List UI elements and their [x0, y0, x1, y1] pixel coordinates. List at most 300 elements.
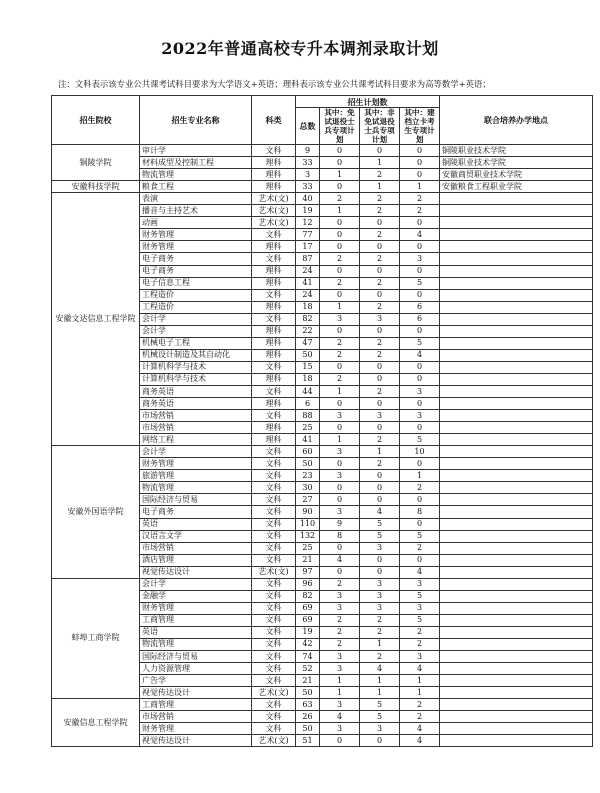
- school-cell: 安徽文达信息工程学院: [52, 193, 140, 446]
- c2-cell: 0: [360, 373, 400, 385]
- total-cell: 132: [296, 530, 320, 542]
- partner-cell: [440, 446, 593, 458]
- c1-cell: 3: [320, 506, 360, 518]
- c3-cell: 0: [400, 289, 440, 301]
- category-cell: 文科: [252, 385, 296, 397]
- table-row: [52, 181, 593, 193]
- total-cell: 24: [296, 289, 320, 301]
- partner-cell: [440, 265, 593, 277]
- total-cell: 50: [296, 723, 320, 735]
- c3-cell: 5: [400, 530, 440, 542]
- c3-cell: 2: [400, 482, 440, 494]
- c1-cell: 0: [320, 265, 360, 277]
- c1-cell: 3: [320, 313, 360, 325]
- c2-cell: 2: [360, 205, 400, 217]
- partner-cell: [440, 506, 593, 518]
- category-cell: 文科: [252, 626, 296, 638]
- c2-cell: 2: [360, 253, 400, 265]
- total-cell: 50: [296, 458, 320, 470]
- c3-cell: 3: [400, 410, 440, 422]
- category-cell: 文科: [252, 145, 296, 157]
- c2-cell: 2: [360, 614, 400, 626]
- header-plan-group: 招生计划数: [296, 96, 440, 108]
- major-cell: 工商管理: [140, 614, 252, 626]
- category-cell: 文科: [252, 711, 296, 723]
- c3-cell: 4: [400, 723, 440, 735]
- total-cell: 22: [296, 325, 320, 337]
- major-cell: 机械电子工程: [140, 337, 252, 349]
- c1-cell: 1: [320, 205, 360, 217]
- c2-cell: 4: [360, 663, 400, 675]
- major-cell: 酒店管理: [140, 554, 252, 566]
- partner-cell: [440, 590, 593, 602]
- category-cell: 艺术(文): [252, 217, 296, 229]
- partner-cell: [440, 578, 593, 590]
- c1-cell: 1: [320, 675, 360, 687]
- c2-cell: 0: [360, 289, 400, 301]
- c3-cell: 10: [400, 446, 440, 458]
- major-cell: 电子商务: [140, 265, 252, 277]
- c1-cell: 3: [320, 410, 360, 422]
- partner-cell: [440, 422, 593, 434]
- page-title: 2022年普通高校专升本调剂录取计划: [161, 39, 439, 58]
- c3-cell: 0: [400, 494, 440, 506]
- c1-cell: 1: [320, 169, 360, 181]
- major-cell: 工商管理: [140, 699, 252, 711]
- major-cell: 审计学: [140, 145, 252, 157]
- c1-cell: 2: [320, 277, 360, 289]
- c2-cell: 0: [360, 482, 400, 494]
- total-cell: 42: [296, 638, 320, 650]
- table-row: [52, 578, 593, 590]
- c2-cell: 5: [360, 711, 400, 723]
- total-cell: 47: [296, 337, 320, 349]
- total-cell: 25: [296, 422, 320, 434]
- category-cell: 理科: [252, 301, 296, 313]
- partner-cell: 铜陵职业技术学院: [440, 145, 593, 157]
- c2-cell: 2: [360, 349, 400, 361]
- total-cell: 33: [296, 157, 320, 169]
- category-cell: 艺术(文): [252, 205, 296, 217]
- partner-cell: [440, 651, 593, 663]
- c1-cell: 0: [320, 229, 360, 241]
- total-cell: 23: [296, 470, 320, 482]
- total-cell: 15: [296, 361, 320, 373]
- total-cell: 51: [296, 735, 320, 747]
- partner-cell: [440, 494, 593, 506]
- c3-cell: 0: [400, 458, 440, 470]
- category-cell: 文科: [252, 699, 296, 711]
- major-cell: 旅游管理: [140, 470, 252, 482]
- c1-cell: 0: [320, 361, 360, 373]
- total-cell: 3: [296, 169, 320, 181]
- c2-cell: 2: [360, 626, 400, 638]
- category-cell: 理科: [252, 422, 296, 434]
- major-cell: 人力资源管理: [140, 663, 252, 675]
- c3-cell: 2: [400, 638, 440, 650]
- c2-cell: 0: [360, 361, 400, 373]
- major-cell: 工程造价: [140, 301, 252, 313]
- c3-cell: 6: [400, 313, 440, 325]
- partner-cell: [440, 241, 593, 253]
- c1-cell: 0: [320, 458, 360, 470]
- c2-cell: 3: [360, 542, 400, 554]
- c1-cell: 2: [320, 614, 360, 626]
- partner-cell: [440, 398, 593, 410]
- c3-cell: 3: [400, 651, 440, 663]
- c2-cell: 3: [360, 723, 400, 735]
- partner-cell: [440, 289, 593, 301]
- c1-cell: 1: [320, 434, 360, 446]
- partner-cell: [440, 530, 593, 542]
- c3-cell: 2: [400, 205, 440, 217]
- category-cell: 理科: [252, 373, 296, 385]
- category-cell: 文科: [252, 494, 296, 506]
- c3-cell: 5: [400, 277, 440, 289]
- c3-cell: 8: [400, 506, 440, 518]
- major-cell: 金融学: [140, 590, 252, 602]
- header-category: 科类: [252, 96, 296, 145]
- partner-cell: [440, 663, 593, 675]
- c2-cell: 1: [360, 181, 400, 193]
- c1-cell: 4: [320, 554, 360, 566]
- total-cell: 97: [296, 566, 320, 578]
- total-cell: 19: [296, 205, 320, 217]
- total-cell: 52: [296, 663, 320, 675]
- major-cell: 计算机科学与技术: [140, 361, 252, 373]
- c2-cell: 2: [360, 169, 400, 181]
- c3-cell: 3: [400, 253, 440, 265]
- header-school: 招生院校: [52, 96, 140, 145]
- category-cell: 文科: [252, 723, 296, 735]
- c3-cell: 0: [400, 422, 440, 434]
- total-cell: 96: [296, 578, 320, 590]
- major-cell: 财务管理: [140, 723, 252, 735]
- total-cell: 25: [296, 542, 320, 554]
- c1-cell: 2: [320, 638, 360, 650]
- c2-cell: 0: [360, 145, 400, 157]
- c1-cell: 4: [320, 711, 360, 723]
- partner-cell: [440, 434, 593, 446]
- major-cell: 网络工程: [140, 434, 252, 446]
- partner-cell: [440, 373, 593, 385]
- major-cell: 会计学: [140, 313, 252, 325]
- c2-cell: 0: [360, 398, 400, 410]
- total-cell: 69: [296, 602, 320, 614]
- partner-cell: [440, 349, 593, 361]
- major-cell: 电子商务: [140, 253, 252, 265]
- c1-cell: 3: [320, 446, 360, 458]
- c2-cell: 1: [360, 157, 400, 169]
- partner-cell: [440, 614, 593, 626]
- total-cell: 41: [296, 277, 320, 289]
- c1-cell: 3: [320, 663, 360, 675]
- major-cell: 汉语言文学: [140, 530, 252, 542]
- category-cell: 文科: [252, 289, 296, 301]
- category-cell: 理科: [252, 169, 296, 181]
- partner-cell: [440, 723, 593, 735]
- partner-cell: [440, 542, 593, 554]
- category-cell: 文科: [252, 554, 296, 566]
- c1-cell: 9: [320, 518, 360, 530]
- major-cell: 市场营销: [140, 542, 252, 554]
- c3-cell: 0: [400, 518, 440, 530]
- category-cell: 文科: [252, 602, 296, 614]
- c2-cell: 0: [360, 566, 400, 578]
- major-cell: 英语: [140, 626, 252, 638]
- c1-cell: 0: [320, 145, 360, 157]
- school-cell: 安徽信息工程学院: [52, 699, 140, 747]
- school-cell: 蚌埠工商学院: [52, 578, 140, 698]
- table-row: [52, 446, 593, 458]
- category-cell: 艺术(文): [252, 566, 296, 578]
- c3-cell: 0: [400, 217, 440, 229]
- major-cell: 国际经济与贸易: [140, 651, 252, 663]
- total-cell: 21: [296, 554, 320, 566]
- c1-cell: 3: [320, 602, 360, 614]
- c1-cell: 1: [320, 385, 360, 397]
- major-cell: 材料成型及控制工程: [140, 157, 252, 169]
- total-cell: 12: [296, 217, 320, 229]
- total-cell: 82: [296, 590, 320, 602]
- major-cell: 会计学: [140, 446, 252, 458]
- partner-cell: [440, 229, 593, 241]
- c3-cell: 0: [400, 373, 440, 385]
- c3-cell: 1: [400, 675, 440, 687]
- total-cell: 21: [296, 675, 320, 687]
- category-cell: 文科: [252, 675, 296, 687]
- c1-cell: 2: [320, 626, 360, 638]
- partner-cell: [440, 385, 593, 397]
- major-cell: 物流管理: [140, 638, 252, 650]
- category-cell: 文科: [252, 651, 296, 663]
- major-cell: 国际经济与贸易: [140, 494, 252, 506]
- c2-cell: 5: [360, 518, 400, 530]
- total-cell: 44: [296, 385, 320, 397]
- total-cell: 87: [296, 253, 320, 265]
- c3-cell: 0: [400, 241, 440, 253]
- partner-cell: [440, 361, 593, 373]
- major-cell: 动画: [140, 217, 252, 229]
- category-cell: 文科: [252, 506, 296, 518]
- major-cell: 物流管理: [140, 169, 252, 181]
- c1-cell: 0: [320, 422, 360, 434]
- c2-cell: 1: [360, 446, 400, 458]
- c2-cell: 3: [360, 602, 400, 614]
- total-cell: 41: [296, 434, 320, 446]
- total-cell: 74: [296, 651, 320, 663]
- total-cell: 19: [296, 626, 320, 638]
- partner-cell: [440, 626, 593, 638]
- category-cell: 文科: [252, 446, 296, 458]
- c1-cell: 0: [320, 325, 360, 337]
- c1-cell: 3: [320, 470, 360, 482]
- c1-cell: 0: [320, 241, 360, 253]
- major-cell: 工程造价: [140, 289, 252, 301]
- category-cell: 文科: [252, 578, 296, 590]
- school-cell: 安徽外国语学院: [52, 446, 140, 579]
- c3-cell: 4: [400, 349, 440, 361]
- c2-cell: 1: [360, 687, 400, 699]
- major-cell: 表演: [140, 193, 252, 205]
- total-cell: 27: [296, 494, 320, 506]
- partner-cell: [440, 301, 593, 313]
- total-cell: 9: [296, 145, 320, 157]
- category-cell: 文科: [252, 482, 296, 494]
- total-cell: 82: [296, 313, 320, 325]
- c2-cell: 3: [360, 590, 400, 602]
- header-c3: 其中：建档立卡考生专项计划: [400, 108, 440, 145]
- c3-cell: 5: [400, 337, 440, 349]
- table-row: [52, 145, 593, 157]
- partner-cell: [440, 470, 593, 482]
- major-cell: 视觉传达设计: [140, 566, 252, 578]
- c3-cell: 4: [400, 735, 440, 747]
- category-cell: 文科: [252, 663, 296, 675]
- c2-cell: 0: [360, 325, 400, 337]
- c3-cell: 0: [400, 398, 440, 410]
- c3-cell: 2: [400, 193, 440, 205]
- c2-cell: 3: [360, 578, 400, 590]
- category-cell: 文科: [252, 229, 296, 241]
- c3-cell: 6: [400, 301, 440, 313]
- school-cell: 安徽科技学院: [52, 181, 140, 193]
- c2-cell: 1: [360, 675, 400, 687]
- category-cell: 文科: [252, 518, 296, 530]
- total-cell: 24: [296, 265, 320, 277]
- major-cell: 物流管理: [140, 482, 252, 494]
- c1-cell: 0: [320, 542, 360, 554]
- total-cell: 30: [296, 482, 320, 494]
- c1-cell: 0: [320, 735, 360, 747]
- category-cell: 艺术(文): [252, 193, 296, 205]
- c2-cell: 0: [360, 735, 400, 747]
- major-cell: 电子商务: [140, 506, 252, 518]
- c1-cell: 0: [320, 482, 360, 494]
- category-cell: 艺术(文): [252, 687, 296, 699]
- total-cell: 69: [296, 614, 320, 626]
- total-cell: 6: [296, 398, 320, 410]
- total-cell: 50: [296, 687, 320, 699]
- partner-cell: [440, 711, 593, 723]
- total-cell: 40: [296, 193, 320, 205]
- c3-cell: 3: [400, 385, 440, 397]
- c2-cell: 2: [360, 277, 400, 289]
- c2-cell: 5: [360, 530, 400, 542]
- total-cell: 18: [296, 373, 320, 385]
- c3-cell: 0: [400, 169, 440, 181]
- major-cell: 英语: [140, 518, 252, 530]
- c2-cell: 0: [360, 422, 400, 434]
- c1-cell: 0: [320, 494, 360, 506]
- total-cell: 63: [296, 699, 320, 711]
- c1-cell: 3: [320, 651, 360, 663]
- major-cell: 播音与主持艺术: [140, 205, 252, 217]
- c1-cell: 1: [320, 301, 360, 313]
- major-cell: 财务管理: [140, 229, 252, 241]
- c1-cell: 0: [320, 566, 360, 578]
- c3-cell: 5: [400, 434, 440, 446]
- major-cell: 机械设计制造及其自动化: [140, 349, 252, 361]
- partner-cell: [440, 205, 593, 217]
- c3-cell: 2: [400, 699, 440, 711]
- category-cell: 文科: [252, 638, 296, 650]
- c3-cell: 0: [400, 265, 440, 277]
- c3-cell: 3: [400, 602, 440, 614]
- major-cell: 广告学: [140, 675, 252, 687]
- total-cell: 88: [296, 410, 320, 422]
- major-cell: 市场营销: [140, 410, 252, 422]
- category-cell: 艺术(文): [252, 735, 296, 747]
- partner-cell: [440, 687, 593, 699]
- major-cell: 会计学: [140, 325, 252, 337]
- category-cell: 理科: [252, 277, 296, 289]
- partner-cell: [440, 217, 593, 229]
- partner-cell: [440, 638, 593, 650]
- c3-cell: 5: [400, 590, 440, 602]
- c1-cell: 3: [320, 723, 360, 735]
- category-cell: 文科: [252, 470, 296, 482]
- partner-cell: [440, 193, 593, 205]
- c2-cell: 0: [360, 494, 400, 506]
- major-cell: 视觉传达设计: [140, 687, 252, 699]
- table-note: 注：文科表示该专业公共课考试科目要求为大学语文+英语；理科表示该专业公共课考试科目要求为高等数学+英语；: [58, 79, 491, 89]
- c2-cell: 3: [360, 313, 400, 325]
- major-cell: 商务英语: [140, 398, 252, 410]
- partner-cell: [440, 554, 593, 566]
- total-cell: 60: [296, 446, 320, 458]
- major-cell: 市场营销: [140, 711, 252, 723]
- c2-cell: 0: [360, 241, 400, 253]
- category-cell: 理科: [252, 241, 296, 253]
- partner-cell: [440, 518, 593, 530]
- total-cell: 18: [296, 301, 320, 313]
- partner-cell: [440, 458, 593, 470]
- total-cell: 26: [296, 711, 320, 723]
- c2-cell: 2: [360, 651, 400, 663]
- major-cell: 财务管理: [140, 458, 252, 470]
- major-cell: 财务管理: [140, 241, 252, 253]
- major-cell: 会计学: [140, 578, 252, 590]
- c3-cell: 4: [400, 663, 440, 675]
- partner-cell: 安徽商贸职业技术学院: [440, 169, 593, 181]
- header-partner: 联合培养办学地点: [440, 96, 593, 145]
- c3-cell: 3: [400, 578, 440, 590]
- c3-cell: 0: [400, 325, 440, 337]
- category-cell: 文科: [252, 361, 296, 373]
- c1-cell: 2: [320, 373, 360, 385]
- partner-cell: 铜陵职业技术学院: [440, 157, 593, 169]
- c1-cell: 2: [320, 193, 360, 205]
- c1-cell: 0: [320, 398, 360, 410]
- c2-cell: 2: [360, 337, 400, 349]
- c1-cell: 0: [320, 289, 360, 301]
- category-cell: 文科: [252, 530, 296, 542]
- c2-cell: 2: [360, 229, 400, 241]
- c3-cell: 1: [400, 687, 440, 699]
- table-row: [52, 699, 593, 711]
- c1-cell: 8: [320, 530, 360, 542]
- major-cell: 视觉传达设计: [140, 735, 252, 747]
- c2-cell: 4: [360, 506, 400, 518]
- header-total: 总数: [296, 108, 320, 145]
- c2-cell: 1: [360, 638, 400, 650]
- c3-cell: 1: [400, 470, 440, 482]
- partner-cell: [440, 602, 593, 614]
- c2-cell: 0: [360, 554, 400, 566]
- admission-plan-table: [51, 95, 593, 747]
- partner-cell: [440, 675, 593, 687]
